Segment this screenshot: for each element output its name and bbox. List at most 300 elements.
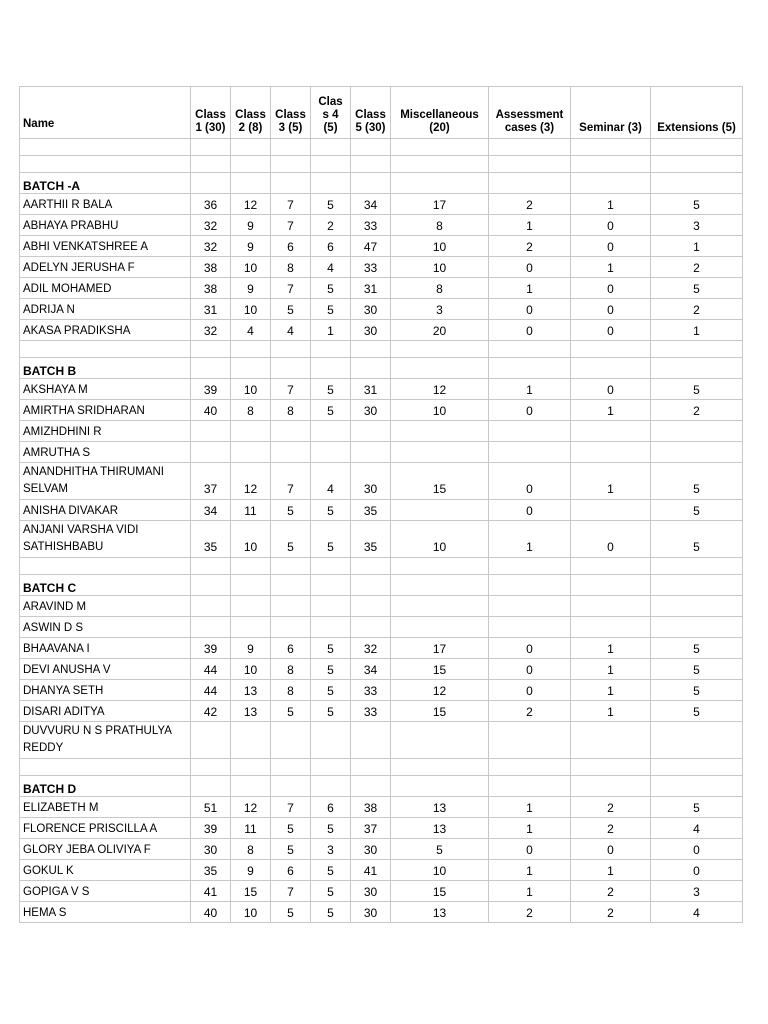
assessment-cases-score (489, 617, 571, 638)
class-4-score: 5 (311, 881, 351, 902)
class-4-score: 5 (311, 902, 351, 923)
class-3-score: 5 (271, 521, 311, 558)
empty-cell (191, 575, 231, 596)
empty-cell (271, 776, 311, 797)
student-name: DISARI ADITYA (20, 701, 191, 722)
student-name: BHAAVANA I (20, 638, 191, 659)
class-4-score (311, 596, 351, 617)
student-row (20, 236, 743, 257)
class-2-score: 9 (231, 278, 271, 299)
miscellaneous-score: 10 (391, 257, 489, 278)
class-2-score: 10 (231, 379, 271, 400)
class-5-score: 30 (351, 400, 391, 421)
class-5-score: 34 (351, 659, 391, 680)
class-4-score: 5 (311, 194, 351, 215)
class-2-score (231, 421, 271, 442)
empty-cell (271, 139, 311, 156)
class-5-score: 34 (351, 194, 391, 215)
extensions-score: 5 (651, 521, 743, 558)
student-name: AMIRTHA SRIDHARAN (20, 400, 191, 421)
extensions-score: 4 (651, 818, 743, 839)
class-5-score: 30 (351, 463, 391, 500)
empty-cell (651, 341, 743, 358)
student-name: ABHAYA PRABHU (20, 215, 191, 236)
empty-cell (20, 156, 191, 173)
extensions-score: 2 (651, 400, 743, 421)
seminar-score (571, 442, 651, 463)
empty-cell (351, 575, 391, 596)
class-1-score: 38 (191, 278, 231, 299)
student-name: ANJANI VARSHA VIDI SATHISHBABU (20, 521, 191, 558)
seminar-score: 0 (571, 521, 651, 558)
class-3-score (271, 722, 311, 759)
class-4-score: 6 (311, 236, 351, 257)
class-3-score (271, 596, 311, 617)
empty-cell (311, 759, 351, 776)
empty-cell (191, 776, 231, 797)
extensions-score: 5 (651, 278, 743, 299)
class-4-score: 3 (311, 839, 351, 860)
class-2-score: 15 (231, 881, 271, 902)
empty-cell (311, 341, 351, 358)
student-row (20, 500, 743, 521)
student-name: DUVVURU N S PRATHULYA REDDY (20, 722, 191, 759)
miscellaneous-score: 13 (391, 818, 489, 839)
header-class-4: Clas s 4 (5) (311, 87, 351, 139)
class-3-score: 5 (271, 902, 311, 923)
class-2-score: 12 (231, 463, 271, 500)
empty-cell (231, 156, 271, 173)
empty-cell (191, 156, 231, 173)
class-4-score: 5 (311, 701, 351, 722)
class-4-score (311, 617, 351, 638)
assessment-cases-score: 1 (489, 881, 571, 902)
empty-cell (651, 156, 743, 173)
miscellaneous-score: 17 (391, 194, 489, 215)
extensions-score: 0 (651, 860, 743, 881)
empty-cell (391, 575, 489, 596)
class-4-score: 5 (311, 379, 351, 400)
empty-cell (191, 173, 231, 194)
student-name: AMRUTHA S (20, 442, 191, 463)
class-2-score: 9 (231, 638, 271, 659)
class-3-score: 5 (271, 299, 311, 320)
class-4-score: 5 (311, 860, 351, 881)
assessment-cases-score: 1 (489, 379, 571, 400)
class-4-score: 2 (311, 215, 351, 236)
miscellaneous-score: 20 (391, 320, 489, 341)
class-5-score: 33 (351, 257, 391, 278)
empty-cell (571, 173, 651, 194)
class-2-score: 8 (231, 839, 271, 860)
student-name: ELIZABETH M (20, 797, 191, 818)
empty-cell (271, 558, 311, 575)
class-2-score: 13 (231, 680, 271, 701)
student-row (20, 442, 743, 463)
empty-cell (311, 173, 351, 194)
empty-cell (489, 358, 571, 379)
miscellaneous-score (391, 596, 489, 617)
assessment-cases-score: 0 (489, 638, 571, 659)
header-assessment-cases: Assessment cases (3) (489, 87, 571, 139)
class-5-score: 30 (351, 320, 391, 341)
miscellaneous-score: 5 (391, 839, 489, 860)
batch-label: BATCH C (20, 575, 191, 596)
class-4-score (311, 722, 351, 759)
empty-cell (311, 575, 351, 596)
class-2-score: 9 (231, 215, 271, 236)
student-name: GOKUL K (20, 860, 191, 881)
empty-cell (231, 759, 271, 776)
student-row (20, 596, 743, 617)
seminar-score: 2 (571, 797, 651, 818)
empty-cell (20, 139, 191, 156)
class-5-score: 30 (351, 839, 391, 860)
class-5-score: 32 (351, 638, 391, 659)
empty-cell (231, 575, 271, 596)
student-row (20, 722, 743, 759)
class-3-score: 7 (271, 215, 311, 236)
class-2-score: 9 (231, 236, 271, 257)
seminar-score: 0 (571, 215, 651, 236)
extensions-score: 2 (651, 299, 743, 320)
header-class-3: Class 3 (5) (271, 87, 311, 139)
empty-cell (351, 139, 391, 156)
student-row (20, 299, 743, 320)
empty-cell (489, 759, 571, 776)
class-5-score: 30 (351, 299, 391, 320)
assessment-cases-score: 0 (489, 839, 571, 860)
class-4-score: 4 (311, 463, 351, 500)
class-1-score: 36 (191, 194, 231, 215)
class-4-score: 5 (311, 400, 351, 421)
empty-cell (351, 341, 391, 358)
student-row (20, 421, 743, 442)
empty-cell (391, 139, 489, 156)
miscellaneous-score: 17 (391, 638, 489, 659)
student-row (20, 617, 743, 638)
class-1-score (191, 421, 231, 442)
seminar-score (571, 500, 651, 521)
assessment-cases-score: 2 (489, 902, 571, 923)
header-miscellaneous: Miscellaneous (20) (391, 87, 489, 139)
class-3-score: 5 (271, 500, 311, 521)
assessment-cases-score: 1 (489, 860, 571, 881)
class-1-score (191, 442, 231, 463)
student-row (20, 839, 743, 860)
empty-cell (271, 759, 311, 776)
class-4-score: 5 (311, 278, 351, 299)
empty-cell (489, 341, 571, 358)
class-1-score: 34 (191, 500, 231, 521)
seminar-score: 0 (571, 236, 651, 257)
empty-cell (231, 341, 271, 358)
class-4-score: 5 (311, 521, 351, 558)
student-row (20, 400, 743, 421)
class-3-score: 6 (271, 860, 311, 881)
empty-cell (651, 173, 743, 194)
extensions-score: 4 (651, 902, 743, 923)
spacer-row (20, 156, 743, 173)
miscellaneous-score: 10 (391, 400, 489, 421)
empty-cell (571, 759, 651, 776)
spacer-row (20, 341, 743, 358)
miscellaneous-score: 13 (391, 797, 489, 818)
miscellaneous-score (391, 421, 489, 442)
assessment-cases-score: 0 (489, 257, 571, 278)
class-2-score (231, 617, 271, 638)
miscellaneous-score: 8 (391, 215, 489, 236)
extensions-score: 0 (651, 839, 743, 860)
extensions-score (651, 617, 743, 638)
assessment-cases-score (489, 421, 571, 442)
class-5-score: 33 (351, 215, 391, 236)
extensions-score (651, 421, 743, 442)
assessment-cases-score: 0 (489, 299, 571, 320)
student-row (20, 521, 743, 558)
class-4-score: 5 (311, 818, 351, 839)
class-5-score: 35 (351, 500, 391, 521)
class-5-score (351, 722, 391, 759)
empty-cell (191, 558, 231, 575)
extensions-score: 3 (651, 215, 743, 236)
student-row (20, 818, 743, 839)
class-3-score: 8 (271, 257, 311, 278)
student-row (20, 379, 743, 400)
student-name: GLORY JEBA OLIVIYA F (20, 839, 191, 860)
class-3-score: 4 (271, 320, 311, 341)
miscellaneous-score: 15 (391, 701, 489, 722)
empty-cell (391, 173, 489, 194)
empty-cell (351, 759, 391, 776)
class-3-score (271, 442, 311, 463)
student-row (20, 860, 743, 881)
class-5-score: 38 (351, 797, 391, 818)
class-5-score: 35 (351, 521, 391, 558)
empty-cell (20, 341, 191, 358)
student-row (20, 638, 743, 659)
class-1-score: 32 (191, 215, 231, 236)
assessment-cases-score: 0 (489, 659, 571, 680)
empty-cell (571, 575, 651, 596)
miscellaneous-score: 15 (391, 463, 489, 500)
class-5-score (351, 421, 391, 442)
seminar-score (571, 421, 651, 442)
class-3-score (271, 617, 311, 638)
empty-cell (489, 173, 571, 194)
class-3-score: 7 (271, 194, 311, 215)
class-3-score: 7 (271, 797, 311, 818)
empty-cell (351, 173, 391, 194)
class-2-score: 12 (231, 194, 271, 215)
empty-cell (271, 575, 311, 596)
empty-cell (571, 358, 651, 379)
class-2-score: 12 (231, 797, 271, 818)
class-1-score: 37 (191, 463, 231, 500)
empty-cell (231, 558, 271, 575)
empty-cell (571, 156, 651, 173)
empty-cell (311, 558, 351, 575)
empty-cell (311, 358, 351, 379)
seminar-score: 1 (571, 701, 651, 722)
empty-cell (391, 156, 489, 173)
seminar-score: 1 (571, 400, 651, 421)
class-4-score (311, 442, 351, 463)
seminar-score: 1 (571, 463, 651, 500)
empty-cell (271, 156, 311, 173)
class-2-score: 10 (231, 299, 271, 320)
miscellaneous-score (391, 500, 489, 521)
extensions-score: 5 (651, 194, 743, 215)
student-row (20, 659, 743, 680)
seminar-score: 1 (571, 659, 651, 680)
student-row (20, 701, 743, 722)
class-3-score: 6 (271, 236, 311, 257)
extensions-score: 2 (651, 257, 743, 278)
empty-cell (489, 776, 571, 797)
class-5-score: 33 (351, 701, 391, 722)
header-name: Name (20, 87, 191, 139)
class-2-score: 10 (231, 521, 271, 558)
header-seminar: Seminar (3) (571, 87, 651, 139)
seminar-score: 0 (571, 379, 651, 400)
empty-cell (20, 759, 191, 776)
extensions-score: 3 (651, 881, 743, 902)
empty-cell (191, 139, 231, 156)
class-4-score: 5 (311, 659, 351, 680)
class-4-score: 5 (311, 299, 351, 320)
miscellaneous-score: 10 (391, 521, 489, 558)
class-4-score: 5 (311, 680, 351, 701)
class-5-score: 30 (351, 902, 391, 923)
empty-cell (191, 759, 231, 776)
seminar-score: 2 (571, 902, 651, 923)
class-3-score: 5 (271, 818, 311, 839)
empty-cell (191, 341, 231, 358)
seminar-score: 1 (571, 638, 651, 659)
class-2-score: 9 (231, 860, 271, 881)
student-name: ASWIN D S (20, 617, 191, 638)
class-3-score: 7 (271, 881, 311, 902)
class-2-score: 10 (231, 257, 271, 278)
class-4-score: 5 (311, 638, 351, 659)
extensions-score: 5 (651, 659, 743, 680)
class-1-score (191, 617, 231, 638)
empty-cell (351, 156, 391, 173)
student-name: AMIZHDHINI R (20, 421, 191, 442)
student-name: ARAVIND M (20, 596, 191, 617)
class-1-score: 51 (191, 797, 231, 818)
class-4-score: 6 (311, 797, 351, 818)
class-5-score: 30 (351, 881, 391, 902)
miscellaneous-score: 13 (391, 902, 489, 923)
assessment-cases-score: 1 (489, 278, 571, 299)
seminar-score: 1 (571, 680, 651, 701)
class-3-score: 7 (271, 379, 311, 400)
batch-label: BATCH -A (20, 173, 191, 194)
empty-cell (489, 575, 571, 596)
empty-cell (651, 358, 743, 379)
class-5-score (351, 617, 391, 638)
empty-cell (231, 358, 271, 379)
class-2-score (231, 722, 271, 759)
seminar-score: 1 (571, 860, 651, 881)
seminar-score: 2 (571, 818, 651, 839)
student-name: DEVI ANUSHA V (20, 659, 191, 680)
class-1-score: 44 (191, 680, 231, 701)
student-name: HEMA S (20, 902, 191, 923)
seminar-score (571, 617, 651, 638)
class-4-score: 1 (311, 320, 351, 341)
assessment-cases-score: 2 (489, 194, 571, 215)
class-1-score: 38 (191, 257, 231, 278)
extensions-score: 5 (651, 463, 743, 500)
class-3-score: 8 (271, 680, 311, 701)
assessment-cases-score: 0 (489, 400, 571, 421)
class-2-score: 10 (231, 659, 271, 680)
seminar-score: 0 (571, 839, 651, 860)
assessment-cases-score: 0 (489, 463, 571, 500)
empty-cell (489, 558, 571, 575)
empty-cell (20, 558, 191, 575)
miscellaneous-score (391, 722, 489, 759)
class-5-score: 31 (351, 278, 391, 299)
assessment-cases-score: 1 (489, 818, 571, 839)
assessment-cases-score: 2 (489, 236, 571, 257)
empty-cell (391, 558, 489, 575)
extensions-score: 5 (651, 797, 743, 818)
class-5-score: 33 (351, 680, 391, 701)
class-4-score: 4 (311, 257, 351, 278)
empty-cell (351, 558, 391, 575)
assessment-cases-score: 1 (489, 521, 571, 558)
miscellaneous-score: 15 (391, 659, 489, 680)
class-4-score (311, 421, 351, 442)
miscellaneous-score (391, 617, 489, 638)
extensions-score: 5 (651, 379, 743, 400)
class-1-score: 40 (191, 902, 231, 923)
empty-cell (651, 139, 743, 156)
seminar-score: 0 (571, 278, 651, 299)
class-5-score: 41 (351, 860, 391, 881)
student-name: ADRIJA N (20, 299, 191, 320)
class-3-score: 5 (271, 701, 311, 722)
class-3-score: 8 (271, 400, 311, 421)
empty-cell (311, 776, 351, 797)
student-row (20, 463, 743, 500)
class-1-score: 39 (191, 818, 231, 839)
batch-heading-row (20, 575, 743, 596)
miscellaneous-score: 10 (391, 860, 489, 881)
assessment-cases-score: 1 (489, 797, 571, 818)
empty-cell (391, 759, 489, 776)
class-1-score (191, 722, 231, 759)
class-5-score (351, 442, 391, 463)
class-2-score: 11 (231, 500, 271, 521)
class-1-score: 39 (191, 379, 231, 400)
batch-heading-row (20, 358, 743, 379)
class-3-score (271, 421, 311, 442)
class-2-score: 10 (231, 902, 271, 923)
miscellaneous-score: 12 (391, 680, 489, 701)
extensions-score: 5 (651, 680, 743, 701)
assessment-cases-score: 0 (489, 680, 571, 701)
student-row (20, 680, 743, 701)
empty-cell (571, 776, 651, 797)
miscellaneous-score: 10 (391, 236, 489, 257)
extensions-score (651, 596, 743, 617)
empty-cell (391, 341, 489, 358)
